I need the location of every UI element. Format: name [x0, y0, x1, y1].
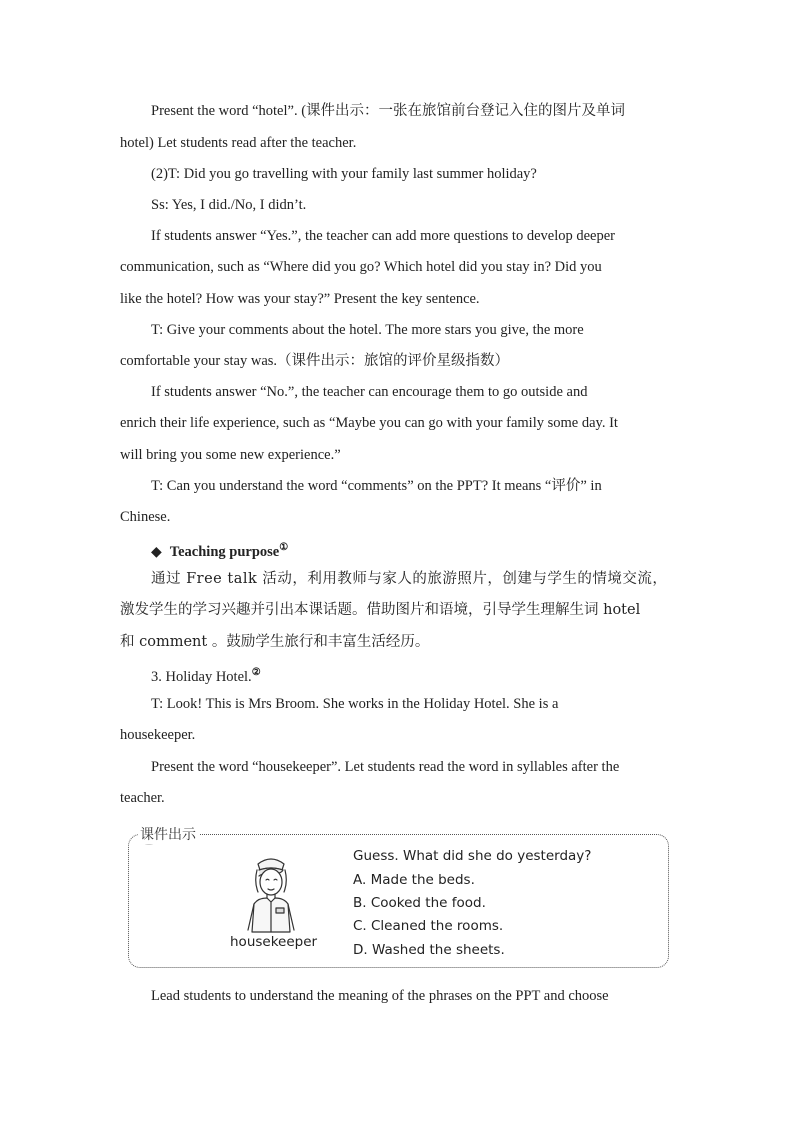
quiz-option: D. Washed the sheets. [353, 942, 505, 958]
section-heading [151, 663, 711, 687]
paragraph-line: Present the word “housekeeper”. Let students read the word in syllables after the [151, 759, 620, 775]
paragraph-line: like the hotel? How was your stay?” Present the key sentence. [120, 291, 480, 307]
footnote-marker: ② [251, 667, 261, 678]
quiz-question: Guess. What did she do yesterday? [353, 848, 592, 864]
purpose-line: 激发学生的学习兴趣并引出本课话题。借助图片和语境，引导学生理解生词 hotel [120, 602, 641, 618]
paragraph-line: communication, such as “Where did you go? Which hotel did you stay in? Did you [120, 259, 602, 275]
paragraph-line: comfortable your stay was.（课件出示：旅馆的评价星级指数） [120, 353, 510, 369]
paragraph-line: teacher. [120, 790, 165, 806]
section-title: 3. Holiday Hotel. [151, 669, 252, 685]
paragraph-line: (2)T: Did you go travelling with your family last summer holiday? [151, 166, 537, 182]
paragraph-line: T: Look! This is Mrs Broom. She works in the Holiday Hotel. She is a [151, 696, 559, 712]
diamond-bullet-icon: ◆ [151, 545, 162, 560]
quiz-option: B. Cooked the food. [353, 895, 486, 911]
paragraph-line: Chinese. [120, 509, 171, 525]
paragraph-line: housekeeper. [120, 727, 196, 743]
paragraph-line: Present the word “hotel”. (课件出示：一张在旅馆前台登记入住的图片及单词 [151, 103, 626, 119]
paragraph-line: T: Give your comments about the hotel. The more stars you give, the more [151, 322, 584, 338]
paragraph-line: will bring you some new experience.” [120, 447, 341, 463]
paragraph-line: Ss: Yes, I did./No, I didn’t. [151, 197, 307, 213]
ppt-label-text: 课件出示 [140, 827, 196, 843]
paragraph-line: enrich their life experience, such as “Maybe you can go with your family some day. It [120, 415, 618, 431]
purpose-line: 通过 Free talk 活动，利用教师与家人的旅游照片，创建与学生的情境交流， [151, 571, 668, 587]
ppt-label [138, 824, 200, 844]
paragraph-line: If students answer “Yes.”, the teacher can add more questions to develop deeper [151, 228, 615, 244]
paragraph-line: Lead students to understand the meaning of the phrases on the PPT and choose [151, 988, 609, 1004]
housekeeper-illustration [236, 852, 306, 934]
paragraph-line: If students answer “No.”, the teacher can encourage them to go outside and [151, 384, 588, 400]
purpose-line: 和 comment 。鼓励学生旅行和丰富生活经历。 [120, 634, 430, 650]
paragraph-line: hotel) Let students read after the teacher. [120, 135, 357, 151]
quiz-option: A. Made the beds. [353, 872, 475, 888]
quiz-option: C. Cleaned the rooms. [353, 918, 504, 934]
teaching-purpose-heading [151, 538, 711, 563]
teaching-purpose-label: Teaching purpose [169, 544, 280, 560]
paragraph-line: T: Can you understand the word “comments” on the PPT? It means “评价” in [151, 478, 602, 494]
illustration-caption: housekeeper [230, 934, 318, 950]
footnote-marker: ① [279, 542, 289, 553]
